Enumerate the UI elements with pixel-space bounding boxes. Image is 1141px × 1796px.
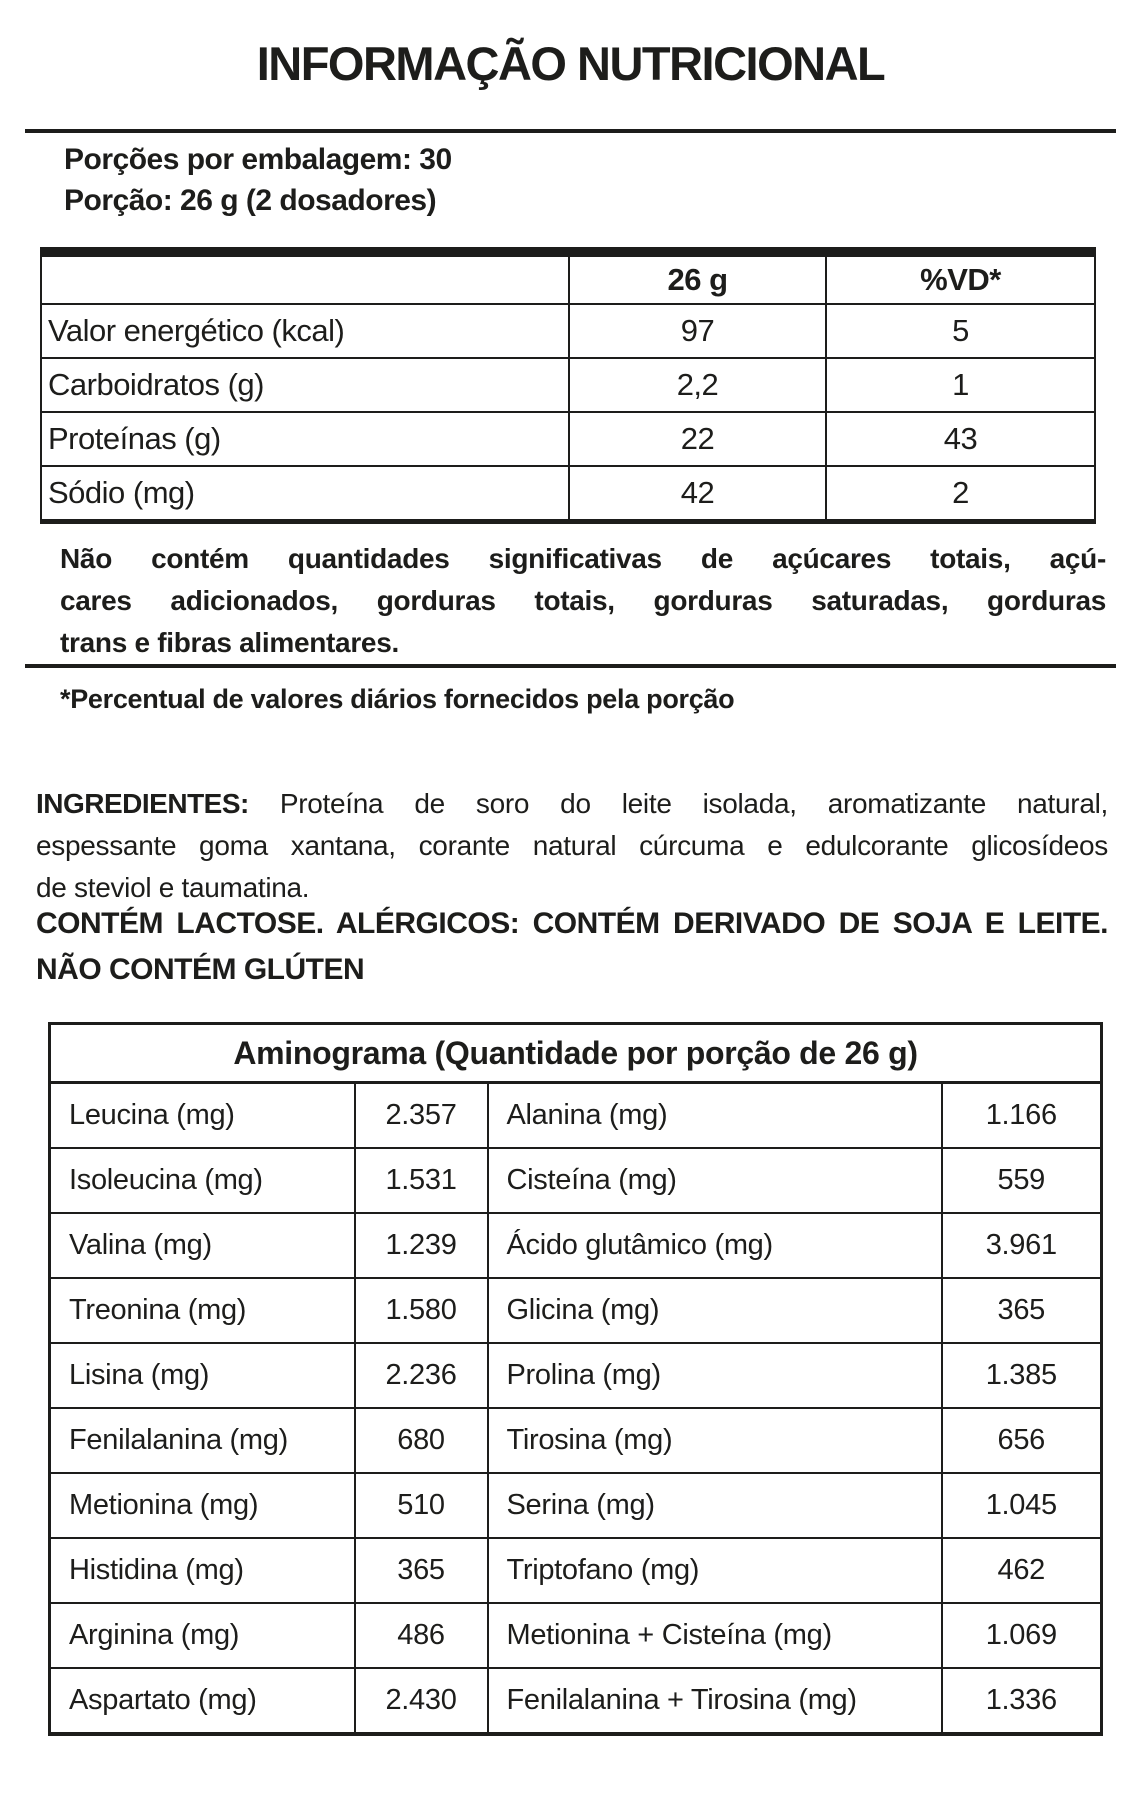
- table-row: [41, 412, 1095, 466]
- note-line: trans e fibras alimentares.: [60, 627, 399, 658]
- amino-value: 2.357: [355, 1083, 488, 1149]
- allergen-statement: [36, 901, 1108, 993]
- serving-info: [64, 139, 1114, 221]
- aminogram-table: [48, 1022, 1103, 1736]
- table-row: [50, 1213, 1102, 1278]
- amino-label: Cisteína (mg): [488, 1148, 942, 1213]
- amino-label: Aspartato (mg): [50, 1668, 355, 1734]
- header-empty-cell: [41, 252, 569, 304]
- amino-label: Arginina (mg): [50, 1603, 355, 1668]
- nutrient-label: Valor energético (kcal): [41, 304, 569, 358]
- nutrition-table: [40, 247, 1096, 524]
- table-row: [50, 1343, 1102, 1408]
- table-row: [50, 1278, 1102, 1343]
- aminogram-title: Aminograma (Quantidade por porção de 26 g): [50, 1024, 1102, 1083]
- amino-value: 1.336: [942, 1668, 1102, 1734]
- nutrient-label: Carboidratos (g): [41, 358, 569, 412]
- nutrient-vd: 5: [826, 304, 1095, 358]
- divider-footnote: [25, 664, 1116, 668]
- table-row: [50, 1603, 1102, 1668]
- amino-label: Tirosina (mg): [488, 1408, 942, 1473]
- note-line: cares adicionados, gorduras totais, gorduras saturadas, gorduras: [60, 585, 1106, 616]
- nutrient-amount: 97: [569, 304, 826, 358]
- amino-label: Histidina (mg): [50, 1538, 355, 1603]
- amino-label: Ácido glutâmico (mg): [488, 1213, 942, 1278]
- table-row: [41, 358, 1095, 412]
- amino-label: Serina (mg): [488, 1473, 942, 1538]
- table-row: [50, 1473, 1102, 1538]
- nutrition-table-container: [40, 247, 1094, 524]
- ingredients-section: [36, 783, 1108, 909]
- amino-value: 1.069: [942, 1603, 1102, 1668]
- amino-label: Leucina (mg): [50, 1083, 355, 1149]
- amino-value: 1.045: [942, 1473, 1102, 1538]
- servings-per-package: Porções por embalagem: 30: [64, 143, 452, 176]
- table-row: [50, 1538, 1102, 1603]
- serving-size: Porção: 26 g (2 dosadores): [64, 184, 437, 217]
- amino-value: 462: [942, 1538, 1102, 1603]
- nutrient-vd: 1: [826, 358, 1095, 412]
- nutrient-vd: 2: [826, 466, 1095, 522]
- amino-value: 1.385: [942, 1343, 1102, 1408]
- amino-label: Glicina (mg): [488, 1278, 942, 1343]
- amino-label: Prolina (mg): [488, 1343, 942, 1408]
- allergen-line: NÃO CONTÉM GLÚTEN: [36, 953, 365, 986]
- note-line: Não contém quantidades significativas de açúcares totais, açú-: [60, 543, 1106, 574]
- daily-value-footnote: *Percentual de valores diários fornecidos pela porção: [60, 684, 735, 714]
- ingredients-line: INGREDIENTES: Proteína de soro do leite isolada, aromatizante natural,: [36, 788, 1108, 819]
- amino-value: 1.166: [942, 1083, 1102, 1149]
- amino-value: 1.580: [355, 1278, 488, 1343]
- table-row: [50, 1408, 1102, 1473]
- aminogram-table-container: [48, 1022, 1100, 1736]
- nutrient-amount: 2,2: [569, 358, 826, 412]
- table-row: [41, 304, 1095, 358]
- header-daily-value: %VD*: [826, 252, 1095, 304]
- amino-value: 510: [355, 1473, 488, 1538]
- amino-value: 486: [355, 1603, 488, 1668]
- amino-label: Isoleucina (mg): [50, 1148, 355, 1213]
- divider-top: [25, 129, 1116, 133]
- aminogram-header-row: [50, 1024, 1102, 1083]
- page-title: INFORMAÇÃO NUTRICIONAL: [256, 37, 885, 90]
- amino-label: Metionina + Cisteína (mg): [488, 1603, 942, 1668]
- table-row: [41, 466, 1095, 522]
- amino-label: Fenilalanina + Tirosina (mg): [488, 1668, 942, 1734]
- nutrient-label: Proteínas (g): [41, 412, 569, 466]
- nutrient-amount: 42: [569, 466, 826, 522]
- amino-value: 1.531: [355, 1148, 488, 1213]
- amino-value: 2.236: [355, 1343, 488, 1408]
- amino-value: 365: [942, 1278, 1102, 1343]
- amino-label: Fenilalanina (mg): [50, 1408, 355, 1473]
- amino-value: 1.239: [355, 1213, 488, 1278]
- amino-label: Valina (mg): [50, 1213, 355, 1278]
- nutrient-vd: 43: [826, 412, 1095, 466]
- amino-value: 559: [942, 1148, 1102, 1213]
- amino-value: 656: [942, 1408, 1102, 1473]
- amino-value: 2.430: [355, 1668, 488, 1734]
- amino-value: 680: [355, 1408, 488, 1473]
- nutrient-amount: 22: [569, 412, 826, 466]
- no-significant-amounts-note: [60, 538, 1106, 664]
- amino-label: Metionina (mg): [50, 1473, 355, 1538]
- allergen-line: CONTÉM LACTOSE. ALÉRGICOS: CONTÉM DERIVADO DE SOJA E LEITE.: [36, 907, 1108, 940]
- amino-label: Treonina (mg): [50, 1278, 355, 1343]
- amino-label: Alanina (mg): [488, 1083, 942, 1149]
- table-row: [50, 1083, 1102, 1149]
- nutrition-table-header-row: [41, 252, 1095, 304]
- nutrient-label: Sódio (mg): [41, 466, 569, 522]
- table-row: [50, 1668, 1102, 1734]
- header-amount: 26 g: [569, 252, 826, 304]
- amino-label: Triptofano (mg): [488, 1538, 942, 1603]
- table-row: [50, 1148, 1102, 1213]
- ingredients-line: de steviol e taumatina.: [36, 872, 310, 903]
- ingredients-line: espessante goma xantana, corante natural cúrcuma e edulcorante glicosídeos: [36, 830, 1108, 861]
- amino-value: 3.961: [942, 1213, 1102, 1278]
- ingredients-label: INGREDIENTES:: [36, 788, 249, 819]
- amino-label: Lisina (mg): [50, 1343, 355, 1408]
- amino-value: 365: [355, 1538, 488, 1603]
